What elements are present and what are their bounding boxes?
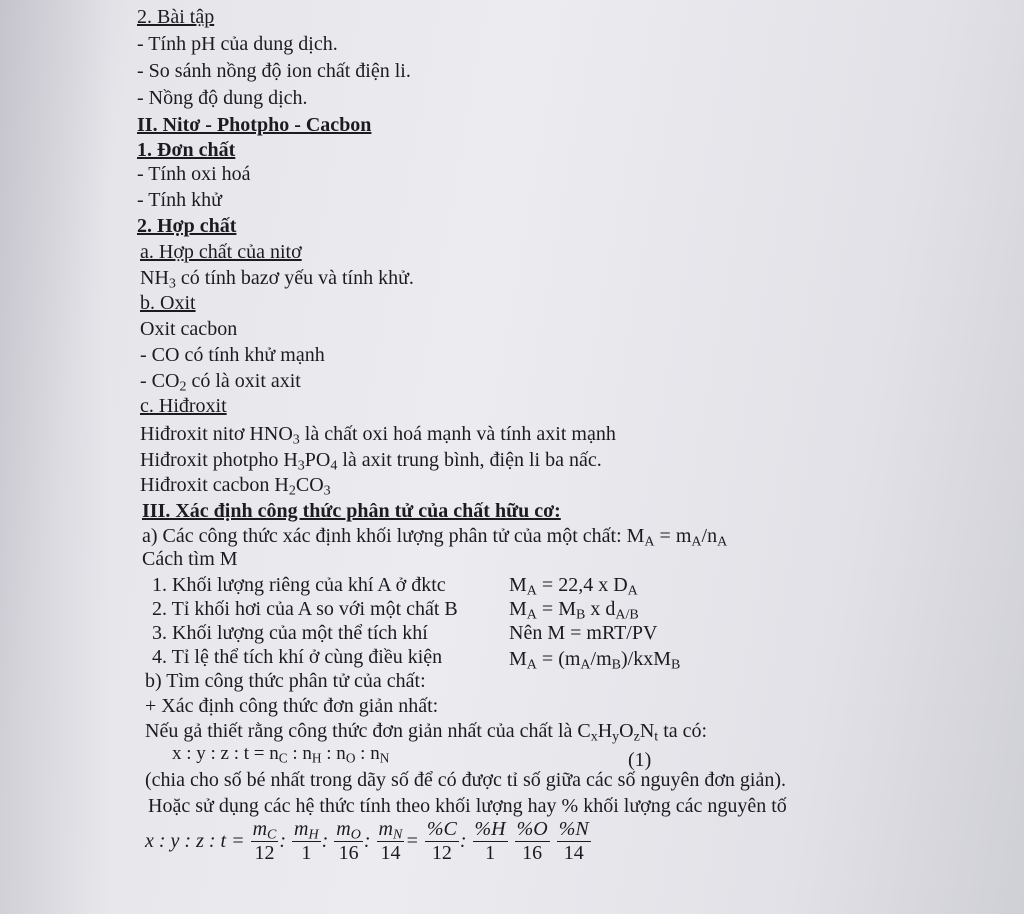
a3-line: a) Các công thức xác định khối lượng phân tử của một chất: $M_A = m_A/n_A$ [142,525,728,550]
co-line: - CO có tính khử mạnh [140,344,325,366]
fraction-po: $\frac{\%O}{16}$ [516,818,548,864]
ratio-line: x : y : z : $t = n_C$ : $n_H$ : $n_O$ : $n_N$ [172,743,390,766]
hno3-line: Hiđroxit nitơ $HNO_3$ là chất oxi hoá mạnh và tính axit mạnh [140,423,616,448]
equation-number: (1) [628,749,652,771]
m-row-3-label: 3. Khối lượng của một thể tích khí [152,622,428,644]
section-3-title: III. Xác định công thức phân tử của chất hữu cơ: [142,500,561,522]
chia-line: (chia cho số bé nhất trong dãy số để có được tỉ số giữa các số nguyên đơn giản). [145,769,786,791]
plus-line: + Xác định công thức đơn giản nhất: [145,695,439,717]
don-chat-title: 1. Đơn chất [137,139,236,161]
s2-item-2: - So sánh nồng độ ion chất điện li. [137,60,411,82]
page-shadow [0,0,110,914]
fraction-mn: $\frac{m_N}{14}$ [378,818,403,864]
m-row-3-formula: Nên M = mRT/PV [509,622,658,644]
hoac-line: Hoặc sử dụng các hệ thức tính theo khối lượng hay % khối lượng các nguyên tố [148,795,787,817]
equation-lhs: x : y : z : t = [145,830,245,852]
s2-title: 2. Bài tập [137,6,215,28]
b-title: b. Oxit [140,292,196,314]
m-row-1-formula: $M_A = 22,4$ x $D_A$ [509,574,638,599]
fraction-mc: $\frac{m_C}{12}$ [252,818,277,864]
fraction-ph: $\frac{\%H}{1}$ [474,818,506,864]
s2-item-1: - Tính pH của dung dịch. [137,33,338,55]
mass-ratio-equation: x : y : z : t = $\frac{m_C}{12}$ : $\frac{m_H}{1}$ : $\frac{m_O}{16}$ : $\frac{m_N}{14}$ = $\frac{\%C}{12}$ : $\frac{\%H}{1}$ $\frac{\%O}{16}$ $\frac{\%N}{14}$ [145,818,589,864]
c-title: c. Hiđroxit [140,395,227,417]
m-row-4-formula: $M_A = (m_A/m_B)/kxM_B$ [509,648,681,673]
hop-chat-title: 2. Hợp chất [137,215,237,237]
oxit-cacbon: Oxit cacbon [140,318,238,340]
h3po4-line: Hiđroxit photpho $H_3PO_4$ là axit trung bình, điện li ba nấc. [140,449,602,474]
don-chat-item-2: - Tính khử [137,189,222,211]
m-row-2-formula: $M_A = M_B$ x $d_{A/B}$ [509,598,639,623]
fraction-pc: $\frac{\%C}{12}$ [426,818,457,864]
m-row-4-label: 4. Tỉ lệ thể tích khí ở cùng điều kiện [152,646,443,668]
h2co3-line: Hiđroxit cacbon $H_2CO_3$ [140,474,331,499]
b3-line: b) Tìm công thức phân tử của chất: [145,670,426,692]
fraction-mh: $\frac{m_H}{1}$ [294,818,319,864]
a-title: a. Hợp chất của nitơ [140,241,302,263]
cach-tim: Cách tìm M [142,548,238,570]
m-row-1-label: 1. Khối lượng riêng của khí A ở đktc [152,574,446,596]
section-2-title: II. Nitơ - Photpho - Cacbon [137,114,372,136]
co2-line: - $CO_2$ có là oxit axit [140,370,301,395]
s2-item-3: - Nồng độ dung dịch. [137,87,308,109]
fraction-mo: $\frac{m_O}{16}$ [336,818,361,864]
fraction-pn: $\frac{\%N}{14}$ [558,818,589,864]
nh3-line: $NH_3$ có tính bazơ yếu và tính khử. [140,267,414,292]
gia-thiet-line: Nếu gả thiết rằng công thức đơn giản nhất của chất là $C_xH_yO_zN_t$ ta có: [145,720,708,745]
don-chat-item-1: - Tính oxi hoá [137,163,251,185]
m-row-2-label: 2. Tỉ khối hơi của A so với một chất B [152,598,458,620]
